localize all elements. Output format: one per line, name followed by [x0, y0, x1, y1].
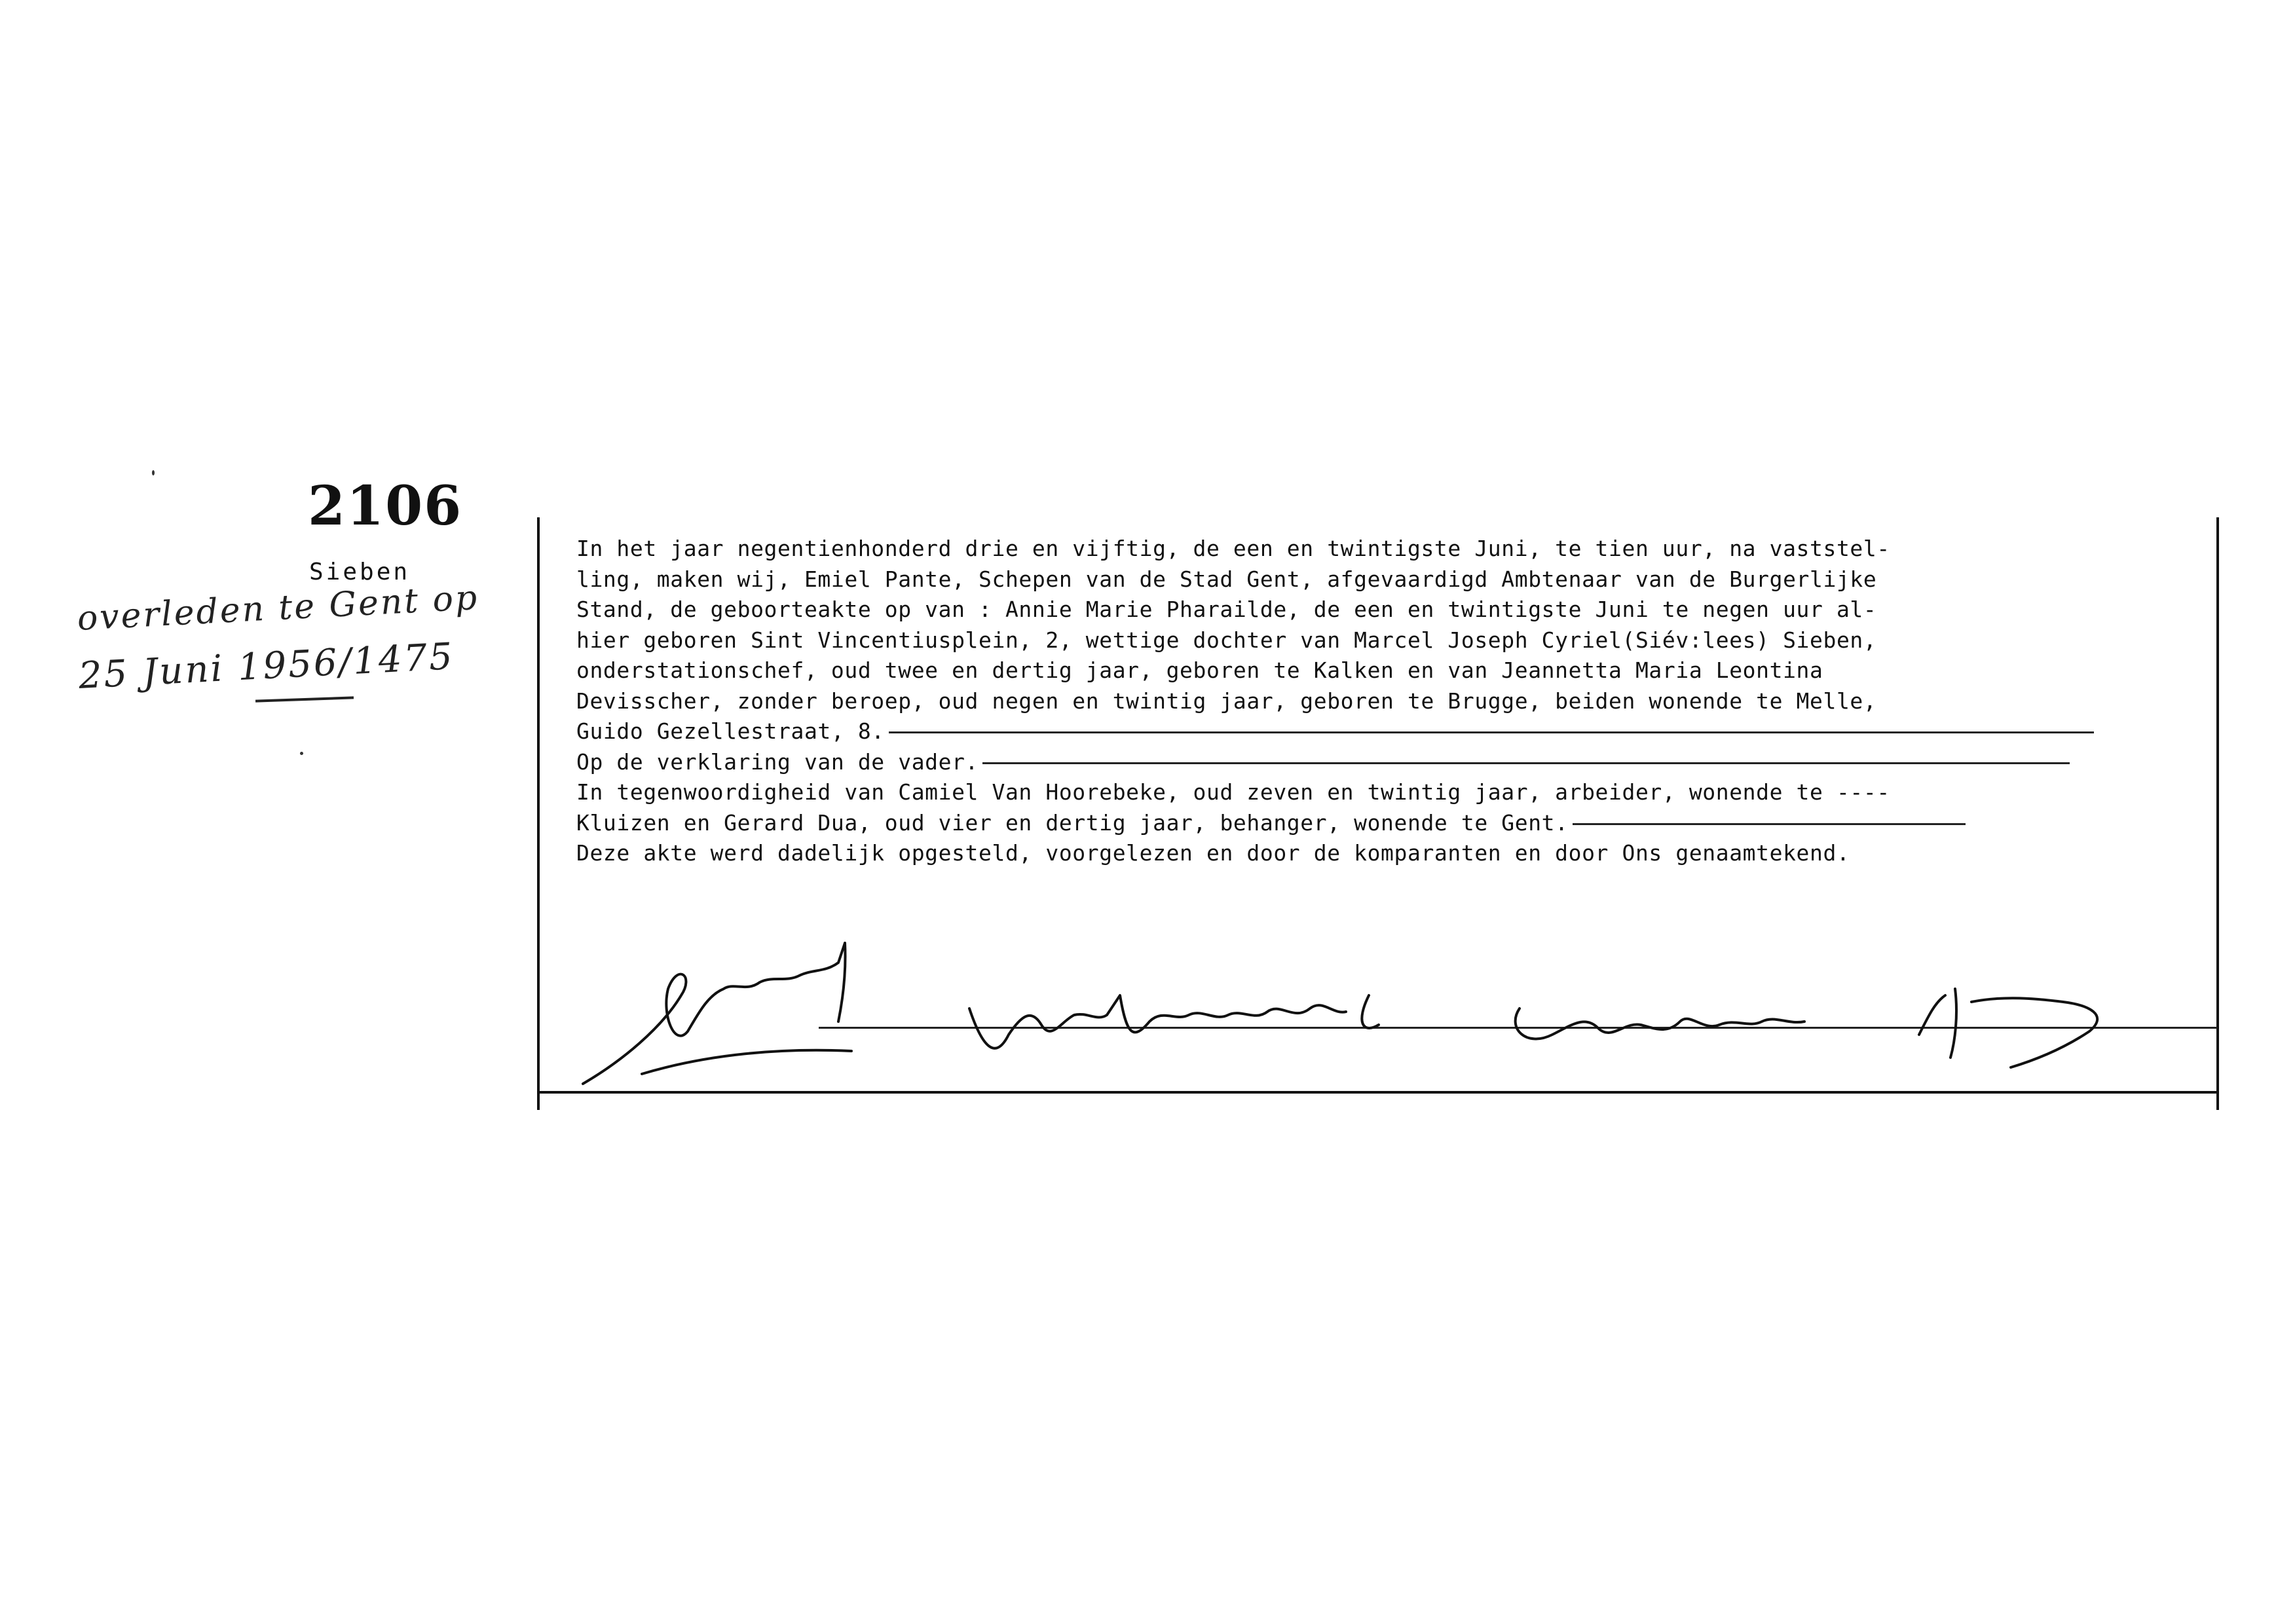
- act-line-text: Op de verklaring van de vader.: [576, 748, 979, 775]
- act-line: onderstationschef, oud twee en dertig jaar, geboren te Kalken en van Jeannetta Maria Leontina: [576, 657, 1823, 683]
- signature-witness-1: [969, 995, 1379, 1048]
- act-line-text: Kluizen en Gerard Dua, oud vier en dertig jaar, behanger, wonende te Gent.: [576, 809, 1569, 836]
- surname-label: Sieben: [309, 559, 411, 585]
- filler-rule: [982, 762, 2070, 764]
- act-line-with-rule: [576, 808, 2194, 839]
- margin-note-line-2: 25 Juni 1956/1475: [77, 635, 456, 697]
- act-line-text: Guido Gezellestraat, 8.: [576, 718, 885, 744]
- act-line: In tegenwoordigheid van Camiel Van Hoorebeke, oud zeven en twintig jaar, arbeider, wonende te ----: [576, 779, 1890, 805]
- signature-area: [563, 917, 2214, 1100]
- speck: [152, 470, 155, 475]
- act-line-with-rule: [576, 716, 2194, 747]
- act-text: [576, 534, 2194, 869]
- act-line: ling, maken wij, Emiel Pante, Schepen van de Stad Gent, afgevaardigd Ambtenaar van de Burgerlijke: [576, 566, 1877, 592]
- filler-rule: [889, 731, 2094, 733]
- signature-witness-2: [1516, 1008, 1804, 1039]
- act-line: Devisscher, zonder beroep, oud negen en twintig jaar, geboren te Brugge, beiden wonende te Melle,: [576, 688, 1877, 714]
- speck: [300, 752, 303, 755]
- record-number: 2106: [308, 475, 463, 538]
- act-line: In het jaar negentienhonderd drie en vijftig, de een en twintigste Juni, te tien uur, na vaststel-: [576, 536, 1890, 561]
- act-line-with-rule: [576, 747, 2194, 778]
- margin-note-underline: [255, 696, 354, 702]
- signatures-svg: [563, 917, 2214, 1100]
- act-line: hier geboren Sint Vincentiusplein, 2, wettige dochter van Marcel Joseph Cyriel(Siév:lees) Sieben,: [576, 627, 1877, 653]
- act-line: Deze akte werd dadelijk opgesteld, voorgelezen en door de komparanten en door Ons genaamtekend.: [576, 840, 1850, 866]
- signature-father: [583, 943, 851, 1084]
- margin-note-line-1: overleden te Gent op: [76, 578, 480, 638]
- signature-official: [1919, 989, 2097, 1067]
- filler-rule: [1573, 823, 1966, 825]
- act-line: Stand, de geboorteakte op van : Annie Marie Pharailde, de een en twintigste Juni te negen uur al-: [576, 597, 1877, 622]
